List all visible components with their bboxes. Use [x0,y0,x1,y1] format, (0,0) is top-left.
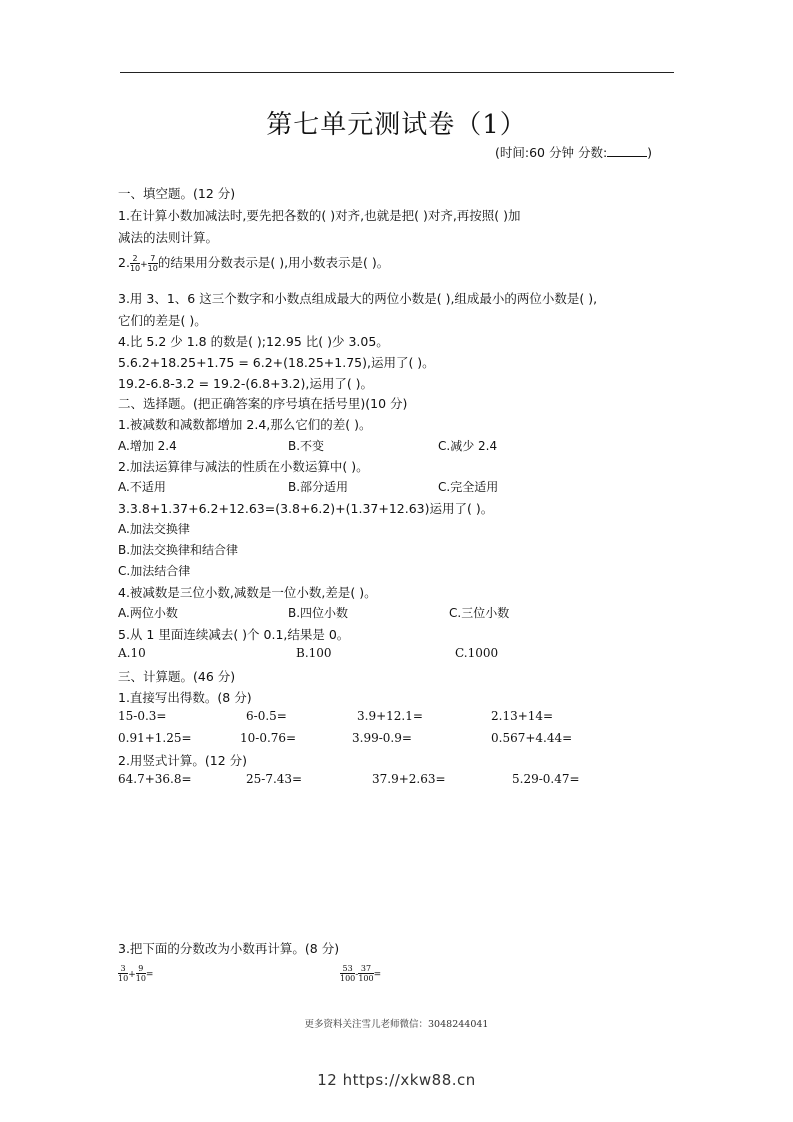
calc-item: 15-0.3= [118,709,167,723]
s2-q2: 2.加法运算律与减法的性质在小数运算中( )。 [118,459,369,474]
time-score-info [495,143,652,161]
s2-q1-option-c: C.减少 2.4 [438,439,498,453]
s1-q6: 19.2-6.8-3.2 = 19.2-(6.8+3.2),运用了( )。 [118,376,374,391]
s2-q4: 4.被减数是三位小数,减数是一位小数,差是( )。 [118,585,377,600]
section3-heading: 三、计算题。(46 分) [118,669,236,684]
calc-item: 3.99-0.9= [352,731,412,745]
fraction-denominator: 100 [340,974,356,983]
s2-q3-option-a: A.加法交换律 [118,522,190,536]
s1-q2 [118,253,389,273]
s2-q5-option-c: C.1000 [455,646,499,660]
s1-q1-line1: 1.在计算小数加减法时,要先把各数的( )对齐,也就是把( )对齐,再按照( )加 [118,208,521,223]
s2-q3-option-c: C.加法结合律 [118,564,191,578]
operator: - [355,970,359,980]
calc-item: 3.9+12.1= [357,709,423,723]
s2-q5-option-b: B.100 [296,646,332,660]
vertical-calc-item: 64.7+36.8= [118,772,192,786]
plus-sign: + [140,260,148,270]
s3-part2-heading: 2.用竖式计算。(12 分) [118,753,248,768]
fraction [130,254,140,273]
s2-q5-option-a: A.10 [118,646,146,660]
s1-q1-line2: 减法的法则计算。 [118,230,219,245]
fraction-denominator: 10 [129,264,141,273]
calc-item: 2.13+14= [491,709,554,723]
fraction [136,964,146,983]
fraction-denominator: 10 [135,974,146,983]
section1-heading: 一、填空题。(12 分) [118,186,236,201]
vertical-calc-item: 37.9+2.63= [372,772,446,786]
s2-q2-option-a: A.不适用 [118,480,166,494]
s2-q5: 5.从 1 里面连续减去( )个 0.1,结果是 0。 [118,627,350,642]
page-footer: 12 https://xkw88.cn [317,1071,476,1089]
fraction-expression-2 [340,964,381,983]
section2-heading: 二、选择题。(把正确答案的序号填在括号里)(10 分) [118,396,408,411]
top-rule [120,72,674,73]
s2-q2-option-b: B.部分适用 [288,480,349,494]
fraction-numerator: 7 [148,254,158,264]
operator: + [128,970,136,980]
fraction [340,964,355,983]
page-title: 第七单元测试卷（1） [266,110,527,140]
footer-note: 更多资料关注雪儿老师微信：3048244041 [304,1019,489,1030]
s2-q1-option-a: A.增加 2.4 [118,439,177,453]
fraction-numerator: 3 [118,964,128,974]
s2-q1: 1.被减数和减数都增加 2.4,那么它们的差( )。 [118,417,372,432]
fraction-expression-1 [118,964,153,983]
fraction [358,964,373,983]
fraction-denominator: 10 [147,264,158,273]
s3-part1-heading: 1.直接写出得数。(8 分) [118,690,252,705]
vertical-calc-item: 5.29-0.47= [512,772,580,786]
fraction-denominator: 10 [118,974,129,983]
s2-q1-option-b: B.不变 [288,439,325,453]
fraction-denominator: 100 [358,974,374,983]
fraction-numerator: 2 [130,254,140,264]
s2-q3-option-b: B.加法交换律和结合律 [118,543,239,557]
s1-q2-prefix: 2. [118,255,130,270]
s1-q5: 5.6.2+18.25+1.75 = 6.2+(18.25+1.75),运用了( )。 [118,355,435,370]
calc-item: 0.567+4.44= [491,731,573,745]
fraction-numerator: 9 [136,964,146,974]
s3-part3-heading: 3.把下面的分数改为小数再计算。(8 分) [118,941,340,956]
s1-q4: 4.比 5.2 少 1.8 的数是( );12.95 比( )少 3.05。 [118,334,389,349]
s2-q2-option-c: C.完全适用 [438,480,499,494]
s2-q4-option-b: B.四位小数 [288,606,349,620]
meta-suffix: ) [647,145,653,160]
fraction-numerator: 37 [358,964,373,974]
s2-q4-option-c: C.三位小数 [449,606,510,620]
s1-q3-line1: 3.用 3、1、6 这三个数字和小数点组成最大的两位小数是( ),组成最小的两位小数是( ), [118,291,598,306]
s2-q3: 3.3.8+1.37+6.2+12.63=(3.8+6.2)+(1.37+12.63)运用了( )。 [118,501,494,516]
equals-sign: = [373,970,382,980]
s2-q4-option-a: A.两位小数 [118,606,178,620]
calc-item: 6-0.5= [246,709,287,723]
equals-sign: = [145,970,154,980]
fraction-numerator: 53 [340,964,355,974]
fraction [148,254,158,273]
calc-item: 10-0.76= [240,731,297,745]
calc-item: 0.91+1.25= [118,731,192,745]
s1-q3-line2: 它们的差是( )。 [118,313,207,328]
vertical-calc-item: 25-7.43= [246,772,303,786]
score-blank [607,144,647,157]
meta-prefix: (时间:60 分钟 分数: [495,145,608,160]
fraction [118,964,128,983]
s1-q2-suffix: 的结果用分数表示是( ),用小数表示是( )。 [157,255,390,270]
